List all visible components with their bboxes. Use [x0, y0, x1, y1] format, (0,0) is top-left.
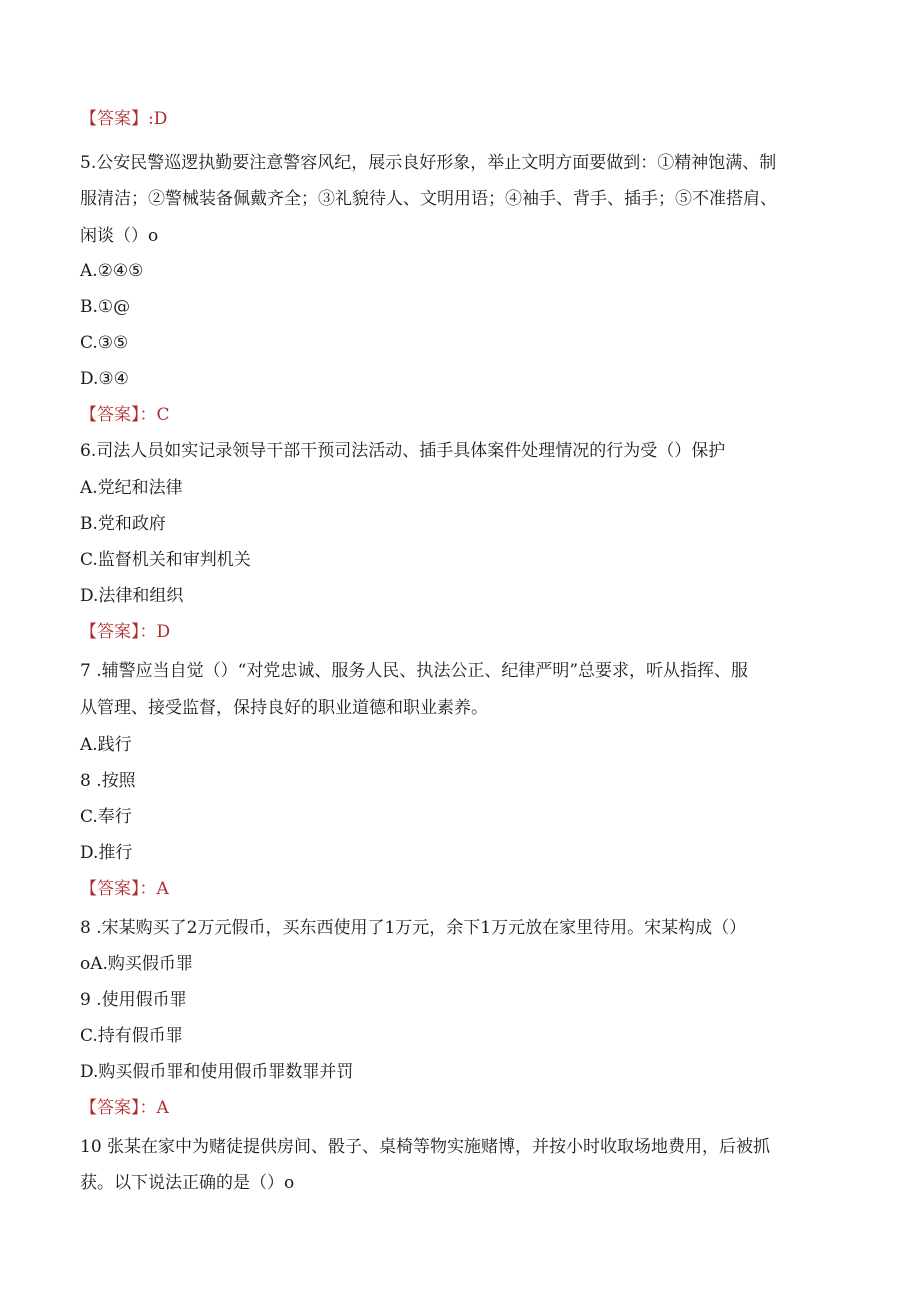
- answer-line: 【答案】：D: [80, 622, 171, 642]
- question-7-line-2: 从管理、接受监督，保持良好的职业道德和职业素养。: [80, 698, 488, 718]
- option-line: D.购买假币罪和使用假币罪数罪并罚: [80, 1062, 354, 1082]
- question-6-line-1: 6.司法人员如实记录领导干部干预司法活动、插手具体案件处理情况的行为受（）保护: [80, 441, 726, 461]
- option-line: 9 .使用假币罪: [80, 990, 187, 1010]
- option-line: B.①@: [80, 297, 131, 317]
- answer-line: 【答案】：A: [80, 879, 169, 899]
- option-line: A.践行: [80, 735, 132, 755]
- question-5-line-1: 5.公安民警巡逻执勤要注意警容风纪，展示良好形象，举止文明方面要做到：①精神饱满、制: [80, 153, 777, 173]
- option-line: C.持有假币罪: [80, 1026, 183, 1046]
- option-line: C.监督机关和审判机关: [80, 550, 251, 570]
- option-line: A.党纪和法律: [80, 478, 183, 498]
- option-line: C.③⑤: [80, 333, 129, 353]
- question-8-line-1: 8 .宋某购买了2万元假币，买东西使用了1万元，余下1万元放在家里待用。宋某构成（）: [80, 918, 747, 938]
- option-line: C.奉行: [80, 807, 132, 827]
- question-10-line-2: 获。以下说法正确的是（）o: [80, 1173, 295, 1193]
- answer-line: 【答案】：C: [80, 405, 170, 425]
- option-line: B.党和政府: [80, 514, 166, 534]
- question-5-line-2: 服清洁；②警械装备佩戴齐全；③礼貌待人、文明用语；④袖手、背手、插手；⑤不准搭肩、: [80, 189, 777, 209]
- option-line: 8 .按照: [80, 771, 136, 791]
- option-line: D.法律和组织: [80, 586, 184, 606]
- question-10-line-1: 10 张某在家中为赌徒提供房间、骰子、桌椅等物实施赌博，并按小时收取场地费用，后被抓: [80, 1137, 771, 1157]
- option-line: D.推行: [80, 843, 133, 863]
- answer-line: 【答案】:D: [80, 109, 168, 129]
- question-7-line-1: 7 .辅警应当自觉（）“对党忠诚、服务人民、执法公正、纪律严明”总要求，听从指挥、服: [80, 661, 749, 681]
- option-line: oA.购买假币罪: [80, 954, 193, 974]
- answer-line: 【答案】：A: [80, 1098, 169, 1118]
- option-line: D.③④: [80, 369, 129, 389]
- question-5-line-3: 闲谈（）o: [80, 226, 159, 246]
- option-line: A.②④⑤: [80, 261, 144, 281]
